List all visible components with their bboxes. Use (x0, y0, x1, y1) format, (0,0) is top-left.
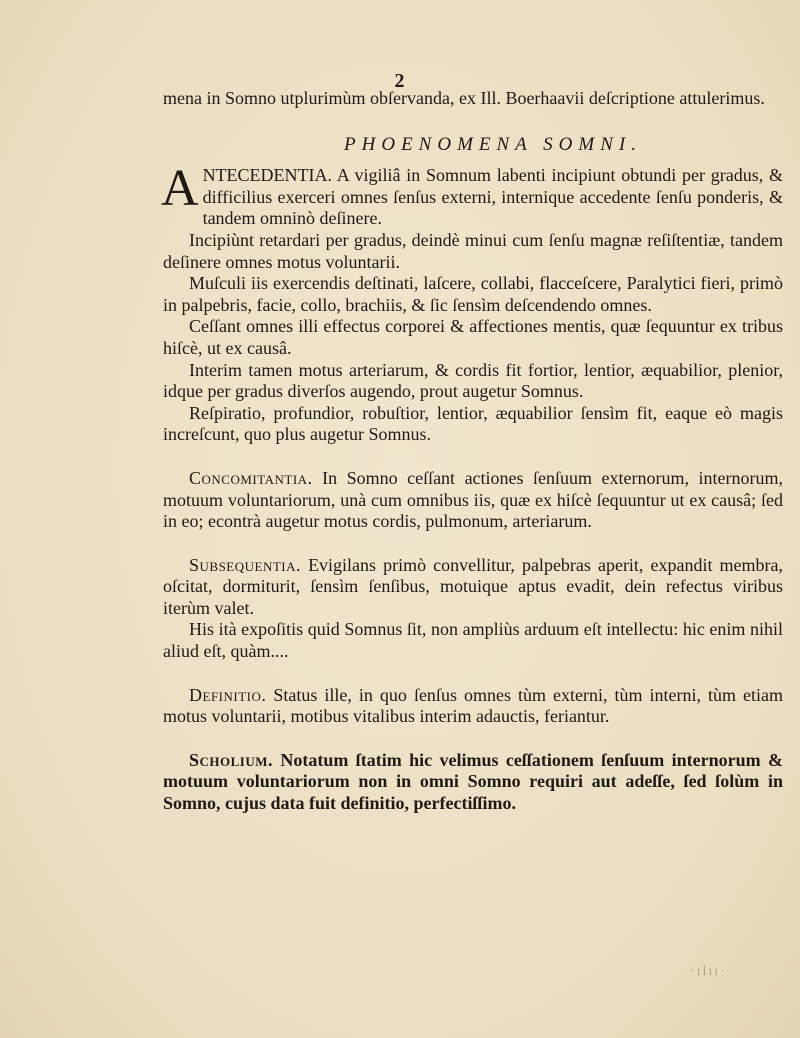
body-text (163, 88, 783, 815)
definitio-text: Status ille, in quo ſenſus omnes tùm externi, tùm interni, tùm etiam motus voluntarii, motibus vitalibus interim adauctis, feriantur. (163, 684, 783, 727)
scholium-paragraph (163, 750, 783, 815)
scholium-text: Notatum ſtatim hic velimus ceſſationem ſenſuum internorum & motuum voluntariorum non in omni Somno requiri aut adeſſe, ſed ſolùm in Somno, cujus data fuit definitio, perfectiſſimo. (163, 749, 783, 814)
concomitantia-label: Concomitantia. (189, 467, 313, 488)
antecedentia-paragraph-5: Interim tamen motus arteriarum, & cordis fit fortior, lentior, æquabilior, plenior, idque per gradus diverſos augendo, prout augetur Somnus. (163, 359, 783, 402)
antecedentia-paragraph-2: Incipiùnt retardari per gradus, deindè minui cum ſenſu magnæ reſiſtentiæ, tandem deſinere omnes motus voluntarii. (163, 229, 783, 272)
scholium-label: Scholium. (189, 749, 274, 770)
bleed-through-mark: ·ılıı· (690, 964, 727, 979)
intro-paragraph: mena in Somno utplurimùm obſervanda, ex Ill. Boerhaavii deſcriptione attulerimus. (163, 88, 765, 108)
subsequentia-paragraph (163, 555, 783, 620)
drop-cap: A (161, 160, 199, 218)
subsequentia-label: Subsequentia. (189, 554, 302, 575)
antecedentia-paragraph-4: Ceſſant omnes illi effectus corporei & affectiones mentis, quæ ſequuntur ex tribus hiſcè, ut ex causâ. (163, 316, 783, 358)
antecedentia-label: NTECEDENTIA. (202, 165, 333, 186)
definitio-label: Definitio. (189, 684, 267, 705)
section-heading: PHOENOMENA SOMNI. (344, 133, 642, 155)
concomitantia-paragraph (163, 468, 783, 533)
antecedentia-paragraph-6: Reſpiratio, profundior, robuſtior, lentior, æquabilior ſensìm fit, eaque eò magis increſcunt, quo plus augetur Somnus. (163, 402, 783, 445)
antecedentia-text: A vigiliâ in Somnum labenti incipiunt obtundi per gradus, & difficilius exerceri omnes ſenſus externi, internique accedente ſenſu ponderis, & tandem omninò deſinere. (202, 165, 783, 229)
antecedentia-paragraph-3: Muſculi iis exercendis deſtinati, laſcere, collabi, flacceſcere, Paralytici fieri, primò in palpebris, facie, collo, brachiis, & ſic ſensìm deſcendendo omnes. (163, 273, 783, 315)
antecedentia-paragraph (161, 160, 783, 230)
definitio-paragraph (163, 685, 783, 728)
concomitantia-text: In Somno ceſſant actiones ſenſuum externorum, internorum, motuum voluntariorum, unà cum omnibus iis, quæ ex hiſcè ſequuntur ut ex causâ; ſed in eo; econtrà augetur motus cordis, pulmonum, arteriarum. (163, 467, 783, 532)
subsequentia-text: Evigilans primò convellitur, palpebras aperit, expandit membra, oſcitat, dormiturit, ſensìm ſenſibus, motuique aptus evadit, dein refectus viribus iterùm valet. (163, 554, 783, 618)
subsequentia-paragraph-2: His ità expoſitis quid Somnus ſit, non ampliùs arduum eſt intellectu: hic enim nihil aliud eſt, quàm.... (163, 619, 783, 662)
page-number: 2 (394, 70, 406, 92)
